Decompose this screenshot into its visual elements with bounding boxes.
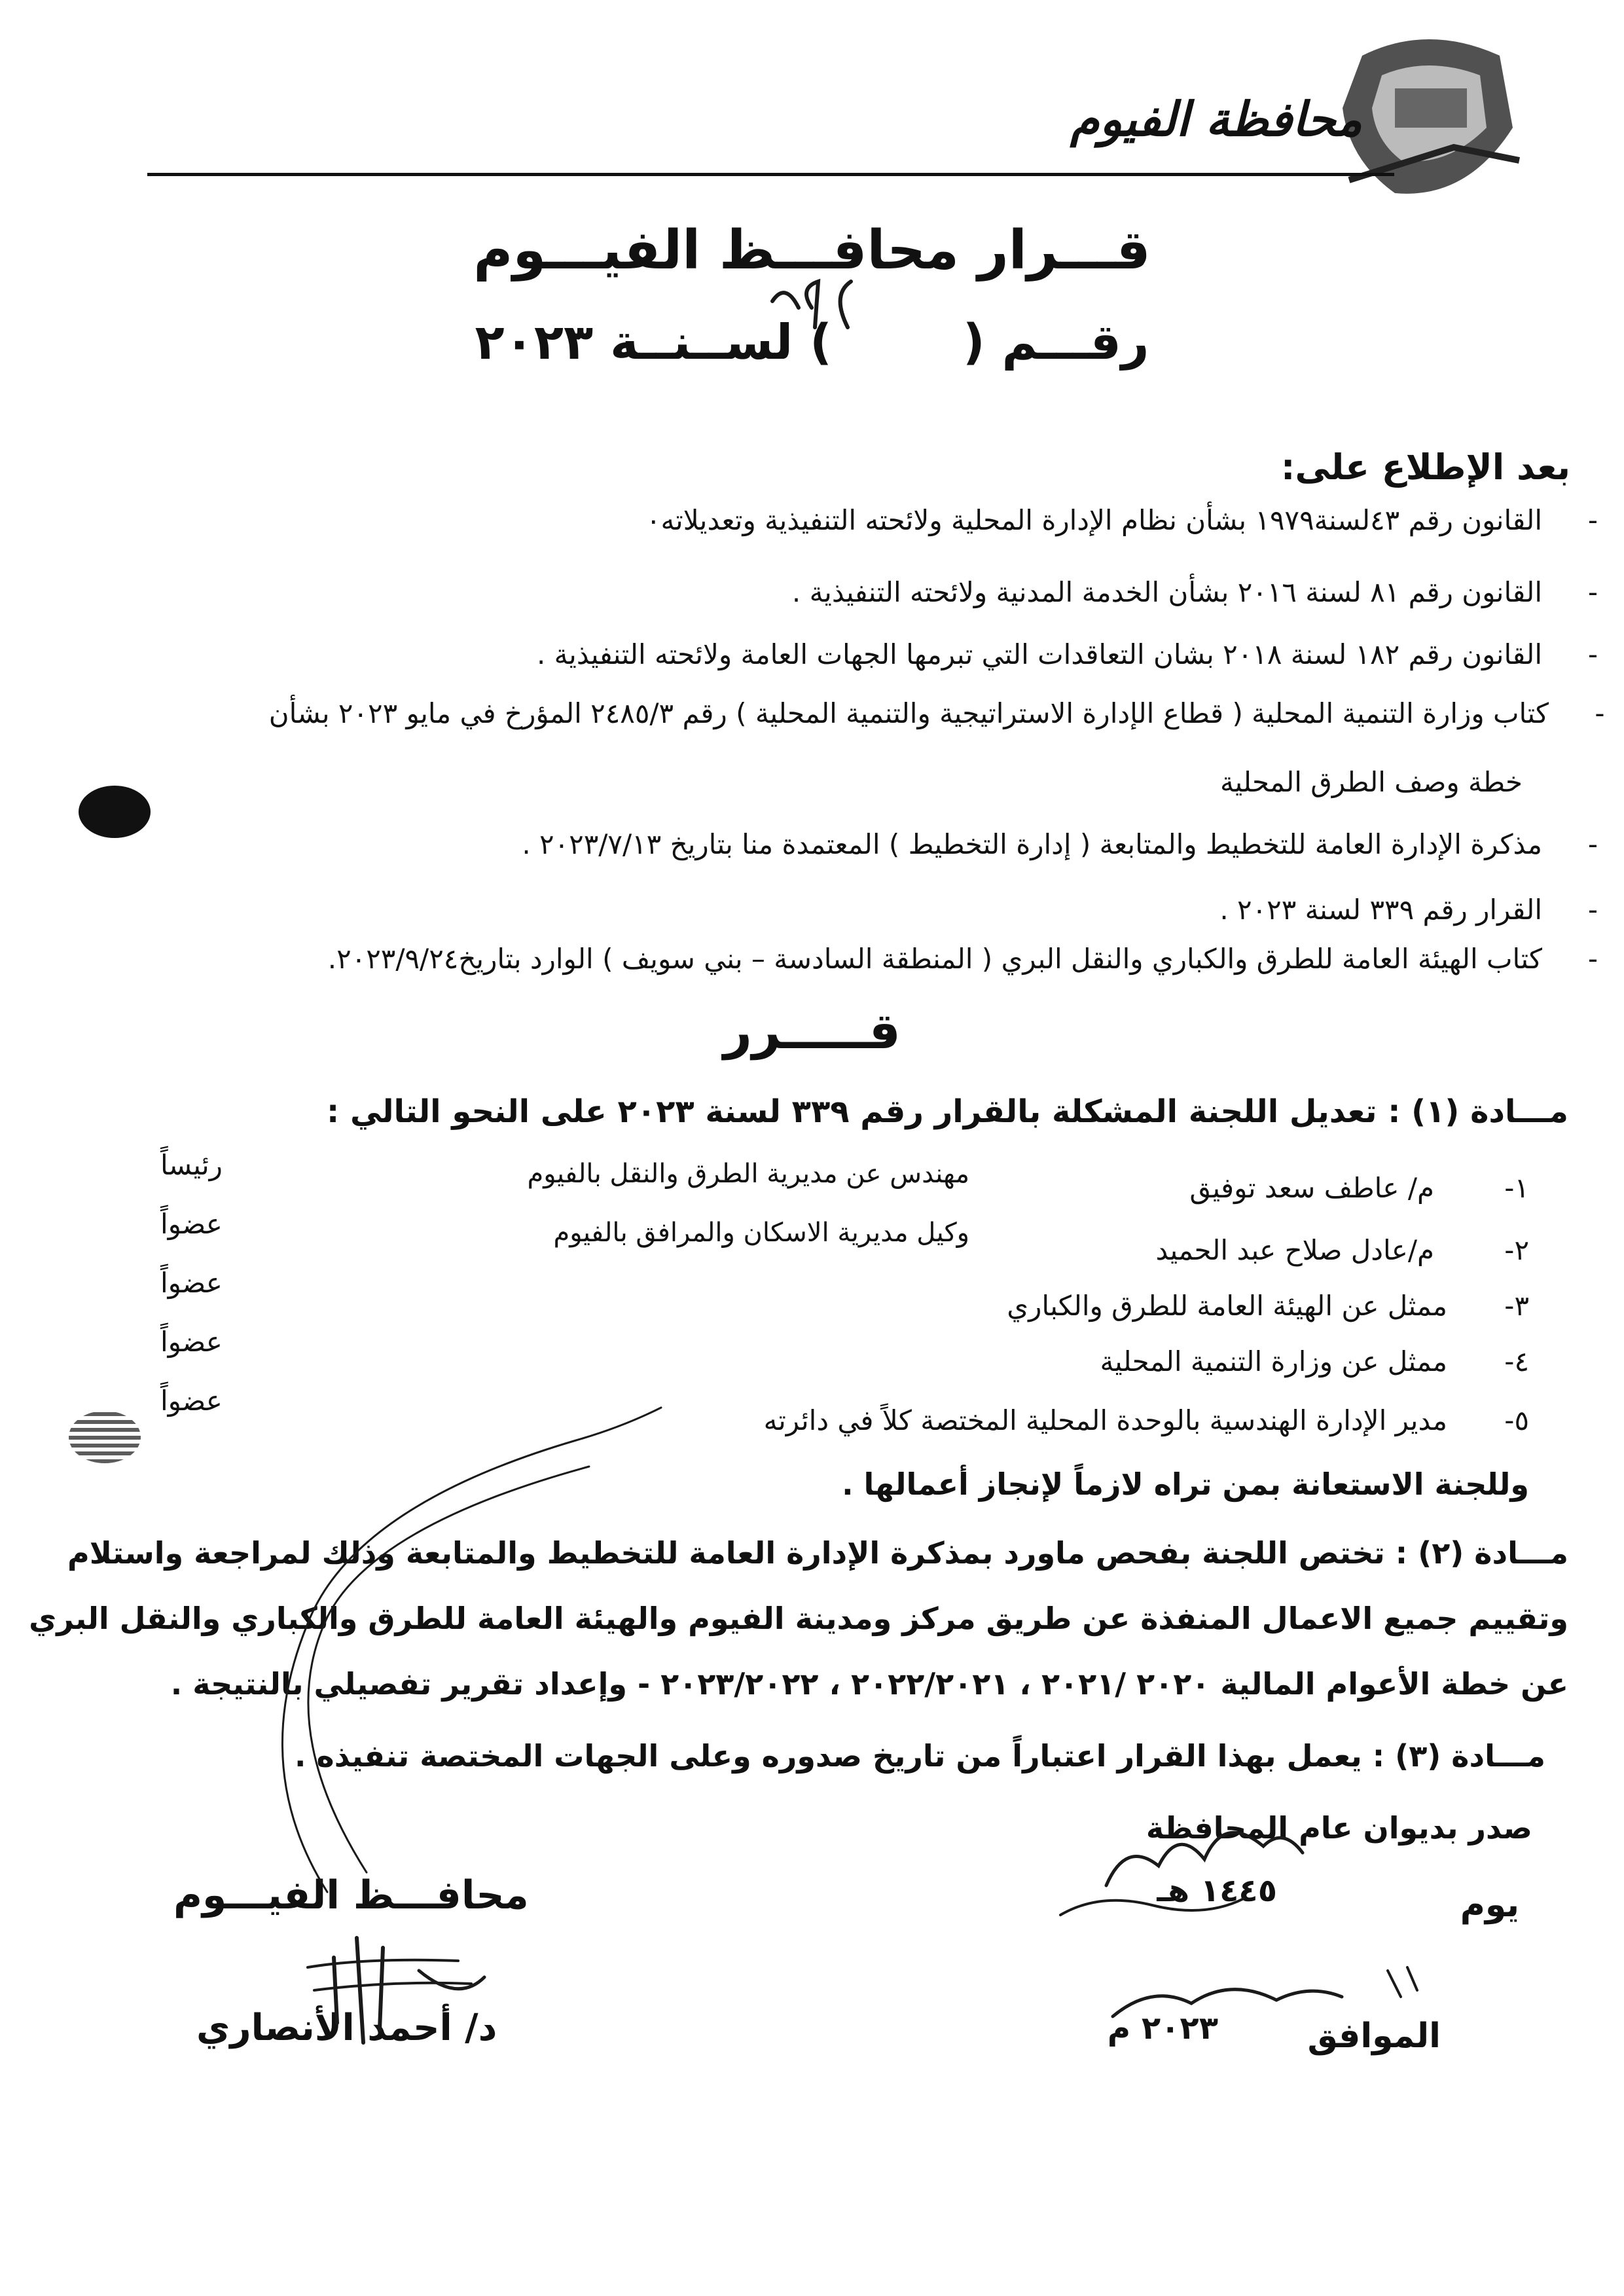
hijri-date-label: يوم <box>1460 1886 1519 1925</box>
member-number: ٢- <box>1504 1234 1529 1266</box>
article-2-line: وتقييم جميع الاعمال المنفذة عن طريق مركز ومدينة الفيوم والهيئة العامة للطرق والكباري والنقل البري <box>29 1601 1568 1636</box>
member-number: ٥- <box>1504 1404 1529 1436</box>
member-description: مهندس عن مديرية الطرق والنقل بالفيوم <box>527 1159 969 1189</box>
member-name: ممثل عن وزارة التنمية المحلية <box>1100 1345 1447 1377</box>
member-role: عضواً <box>160 1208 223 1240</box>
gregorian-date-year: ٢٠٢٣ م <box>1107 2010 1218 2047</box>
decision-title: قـــرار محافـــظ الفيـــوم <box>473 219 1151 282</box>
issued-at: صدر بديوان عام المحافظة <box>1146 1810 1532 1846</box>
member-number: ١- <box>1504 1172 1529 1204</box>
member-name: مدير الإدارة الهندسية بالوحدة المحلية المختصة كلاً في دائرته <box>763 1404 1447 1436</box>
member-role: عضواً <box>160 1326 223 1358</box>
preamble-item: - القانون رقم ٨١ لسنة ٢٠١٦ بشأن الخدمة المدنية ولائحته التنفيذية . <box>791 576 1598 608</box>
governorate-name: محافظة الفيوم <box>1070 92 1362 147</box>
governor-name: د/ أحمد الأنصاري <box>196 2007 497 2049</box>
member-name: ممثل عن الهيئة العامة للطرق والكباري <box>1007 1290 1447 1322</box>
member-name: م/عادل صلاح عبد الحميد <box>1155 1234 1434 1266</box>
member-role: عضواً <box>160 1385 223 1417</box>
article-3-text: مـــادة (٣) : يعمل بهذا القرار اعتباراً من تاريخ صدوره وعلى الجهات المختصة تنفيذه . <box>295 1738 1545 1774</box>
member-role: عضواً <box>160 1267 223 1299</box>
gregorian-date-label: الموافق <box>1307 2016 1441 2056</box>
article-2-line: مـــادة (٢) : تختص اللجنة بفحص ماورد بمذكرة الإدارة العامة للتخطيط والمتابعة وذلك لمراجعة واستلام <box>67 1535 1568 1571</box>
preamble-item-continuation: خطة وصف الطرق المحلية <box>1219 766 1523 798</box>
preamble-item: - القانون رقم ٤٣لسنة١٩٧٩ بشأن نظام الإدارة المحلية ولائحته التنفيذية وتعديلاته٠ <box>645 504 1598 536</box>
preamble-item: - كتاب الهيئة العامة للطرق والكباري والنقل البري ( المنطقة السادسة – بني سويف ) الوارد بتاريخ٢٠٢٣/٩/٢٤. <box>327 943 1598 975</box>
preamble-item: - القانون رقم ١٨٢ لسنة ٢٠١٨ بشان التعاقدات التي تبرمها الجهات العامة ولائحته التنفيذية . <box>536 638 1598 670</box>
member-number: ٣- <box>1504 1290 1529 1322</box>
punch-hole <box>69 1411 141 1463</box>
member-name: م/ عاطف سعد توفيق <box>1189 1172 1434 1204</box>
punch-hole <box>79 786 151 838</box>
number-suffix: ) لســنــة ٢٠٢٣ <box>475 314 832 371</box>
hijri-date-year: ١٤٤٥ هـ <box>1157 1872 1277 1909</box>
article-2-line: عن خطة الأعوام المالية ٢٠٢٠ /٢٠٢١ ، ٢٠٢٢/٢٠٢١ ، ٢٠٢٣/٢٠٢٢ - وإعداد تقرير تفصيلي بالنتيجة . <box>170 1666 1568 1702</box>
preamble-item: - مذكرة الإدارة العامة للتخطيط والمتابعة ( إدارة التخطيط ) المعتمدة منا بتاريخ ٢٠٢٣/٧/١٣ . <box>522 828 1598 860</box>
preamble-item: - كتاب وزارة التنمية المحلية ( قطاع الإدارة الاستراتيجية والتنمية المحلية ) رقم ٢٤٨٥/٣ المؤرخ في مايو ٢٠٢٣ بشأن <box>268 697 1604 729</box>
member-description: وكيل مديرية الاسكان والمرافق بالفيوم <box>553 1218 969 1248</box>
member-role: رئيساً <box>160 1149 223 1181</box>
assistance-note: وللجنة الاستعانة بمن تراه لازماً لإنجاز أعمالها . <box>842 1467 1529 1502</box>
member-number: ٤- <box>1504 1345 1529 1377</box>
decree-heading: قـــــرر <box>723 1002 901 1060</box>
article-1-heading: مـــادة (١) : تعديل اللجنة المشكلة بالقرار رقم ٣٣٩ لسنة ٢٠٢٣ على النحو التالي : <box>327 1093 1568 1130</box>
preamble-heading: بعد الإطلاع على: <box>1280 446 1570 488</box>
governor-title: محافـــظ الفيـــوم <box>173 1872 529 1918</box>
number-prefix: رقـــم ( <box>962 314 1149 371</box>
preamble-item: - القرار رقم ٣٣٩ لسنة ٢٠٢٣ . <box>1219 894 1598 926</box>
